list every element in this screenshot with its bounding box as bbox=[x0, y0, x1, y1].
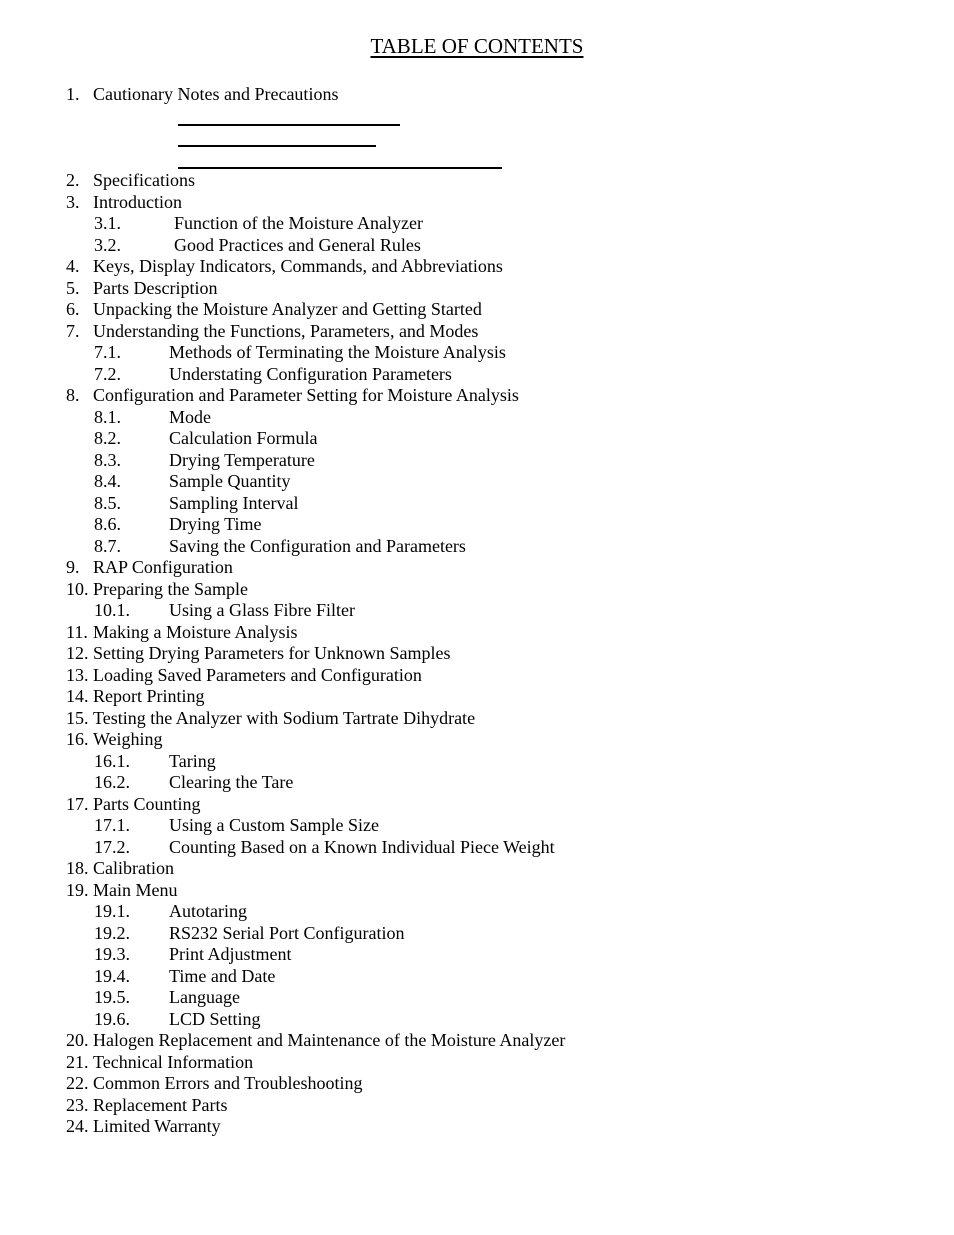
toc-entry-title: Testing the Analyzer with Sodium Tartrate Dihydrate bbox=[93, 707, 476, 728]
toc-entry-title: Using a Custom Sample Size bbox=[169, 815, 379, 835]
toc-entry-number: 2. bbox=[66, 170, 80, 190]
toc-entry-title: Function of the Moisture Analyzer bbox=[174, 213, 423, 233]
toc-entry-number: 22. bbox=[66, 1073, 89, 1093]
toc-entry-title: Limited Warranty bbox=[93, 1116, 221, 1136]
toc-entry-number: 9. bbox=[66, 557, 80, 577]
toc-entry-title: Technical Information bbox=[93, 1051, 254, 1072]
toc-entry-number: 1. bbox=[66, 84, 80, 104]
page-title: TABLE OF CONTENTS bbox=[370, 34, 584, 58]
toc-entry-title: Making a Moisture Analysis bbox=[93, 621, 298, 642]
toc-entry-number: 3.1. bbox=[94, 213, 121, 233]
toc-entry-title: Parts Description bbox=[93, 277, 218, 298]
toc-entry-title: Halogen Replacement and Maintenance of the Moisture Analyzer bbox=[93, 1030, 566, 1050]
toc-entry-title: Loading Saved Parameters and Configuration bbox=[93, 664, 422, 685]
toc-entry-title: LCD Setting bbox=[169, 1008, 261, 1029]
toc-entry-title: Print Adjustment bbox=[169, 944, 292, 964]
toc-entry-number: 16.1. bbox=[94, 750, 130, 771]
toc-entry-title: Taring bbox=[169, 750, 216, 771]
toc-entry-number: 23. bbox=[66, 1094, 89, 1115]
toc-entry-title: Autotaring bbox=[169, 901, 247, 921]
toc-entry-number: 7. bbox=[66, 320, 80, 341]
toc-entry-number: 10.1. bbox=[94, 600, 130, 620]
toc-entry-number: 21. bbox=[66, 1051, 89, 1072]
toc-entry-title: Common Errors and Troubleshooting bbox=[93, 1073, 363, 1093]
toc-entry-number: 5. bbox=[66, 277, 80, 298]
toc-entry-number: 17.1. bbox=[94, 815, 130, 835]
toc-entry-title: Sample Quantity bbox=[169, 471, 291, 491]
toc-entry-number: 16. bbox=[66, 729, 89, 749]
toc-entry-title: Mode bbox=[169, 406, 211, 427]
toc-entry-number: 24. bbox=[66, 1116, 89, 1136]
toc-entry-title: Understating Configuration Parameters bbox=[169, 363, 452, 384]
toc-entry-title: Calibration bbox=[93, 858, 174, 878]
toc-entry-number: 17.2. bbox=[94, 836, 130, 857]
toc-entry-number: 13. bbox=[66, 664, 89, 685]
toc-entry-title: Replacement Parts bbox=[93, 1094, 228, 1115]
toc-entry-number: 11. bbox=[66, 621, 88, 642]
toc-entry-number: 17. bbox=[66, 793, 89, 814]
toc-entry-number: 15. bbox=[66, 707, 89, 728]
toc-entry-number: 8.1. bbox=[94, 406, 121, 427]
toc-entry-title: Sampling Interval bbox=[169, 492, 299, 513]
toc-entry-title: Unpacking the Moisture Analyzer and Getting Started bbox=[93, 299, 482, 319]
toc-entry-title: Calculation Formula bbox=[169, 428, 318, 448]
toc-entry-title: Drying Time bbox=[169, 514, 262, 534]
toc-entry-number: 8.6. bbox=[94, 514, 121, 534]
toc-entry-number: 8.3. bbox=[94, 449, 121, 470]
toc-entry-number: 3. bbox=[66, 191, 80, 212]
toc-entry-title: Counting Based on a Known Individual Piece Weight bbox=[169, 836, 555, 857]
toc-entry-title: Specifications bbox=[93, 170, 195, 190]
toc-entry-number: 19.1. bbox=[94, 901, 130, 921]
toc-entry-number: 18. bbox=[66, 858, 89, 878]
blank-line bbox=[178, 167, 502, 169]
toc-entry-title: Using a Glass Fibre Filter bbox=[169, 600, 355, 620]
toc-entry-number: 19.6. bbox=[94, 1008, 130, 1029]
toc-entry-title: Methods of Terminating the Moisture Analysis bbox=[169, 342, 506, 362]
toc-entry-number: 8.5. bbox=[94, 492, 121, 513]
blank-line bbox=[178, 145, 376, 147]
toc-entry-title: RAP Configuration bbox=[93, 557, 233, 577]
toc-entry-number: 7.1. bbox=[94, 342, 121, 362]
toc-entry-title: Good Practices and General Rules bbox=[174, 234, 421, 255]
toc-entry-number: 14. bbox=[66, 686, 89, 706]
toc-entry-title: Preparing the Sample bbox=[93, 578, 248, 599]
toc-entry-title: Drying Temperature bbox=[169, 449, 315, 470]
toc-entry-title: Configuration and Parameter Setting for Moisture Analysis bbox=[93, 385, 519, 405]
toc-entry-number: 3.2. bbox=[94, 234, 121, 255]
toc-entry-number: 8. bbox=[66, 385, 80, 405]
toc-entry-title: Language bbox=[169, 987, 240, 1007]
toc-entry-number: 8.4. bbox=[94, 471, 121, 491]
toc-entry-title: Main Menu bbox=[93, 879, 178, 900]
toc-entry-number: 6. bbox=[66, 299, 80, 319]
toc-entry-title: RS232 Serial Port Configuration bbox=[169, 922, 405, 943]
toc-entry-number: 19.5. bbox=[94, 987, 130, 1007]
toc-entry-number: 8.7. bbox=[94, 535, 121, 556]
toc-entry-title: Time and Date bbox=[169, 965, 276, 986]
toc-entry-title: Weighing bbox=[93, 729, 163, 749]
toc-entry-number: 20. bbox=[66, 1030, 89, 1050]
toc-entry-number: 10. bbox=[66, 578, 89, 599]
toc-entry-title: Keys, Display Indicators, Commands, and Abbreviations bbox=[93, 256, 503, 276]
toc-entry-number: 4. bbox=[66, 256, 80, 276]
toc-entry-number: 19.4. bbox=[94, 965, 130, 986]
toc-entry-title: Setting Drying Parameters for Unknown Samples bbox=[93, 643, 451, 663]
toc-entry-number: 12. bbox=[66, 643, 89, 663]
toc-entry-title: Cautionary Notes and Precautions bbox=[93, 84, 339, 104]
toc-entry-title: Introduction bbox=[93, 191, 182, 212]
toc-entry-number: 7.2. bbox=[94, 363, 121, 384]
toc-entry-title: Saving the Configuration and Parameters bbox=[169, 535, 466, 556]
toc-entry-title: Parts Counting bbox=[93, 793, 201, 814]
blank-line bbox=[178, 124, 400, 126]
toc-entry-title: Report Printing bbox=[93, 686, 205, 706]
toc-entry-number: 8.2. bbox=[94, 428, 121, 448]
toc-entry-number: 19.2. bbox=[94, 922, 130, 943]
toc-entry-title: Understanding the Functions, Parameters, and Modes bbox=[93, 320, 479, 341]
toc-entry-number: 19.3. bbox=[94, 944, 130, 964]
toc-entry-number: 16.2. bbox=[94, 772, 130, 792]
toc-entry-number: 19. bbox=[66, 879, 89, 900]
toc-entry-title: Clearing the Tare bbox=[169, 772, 294, 792]
